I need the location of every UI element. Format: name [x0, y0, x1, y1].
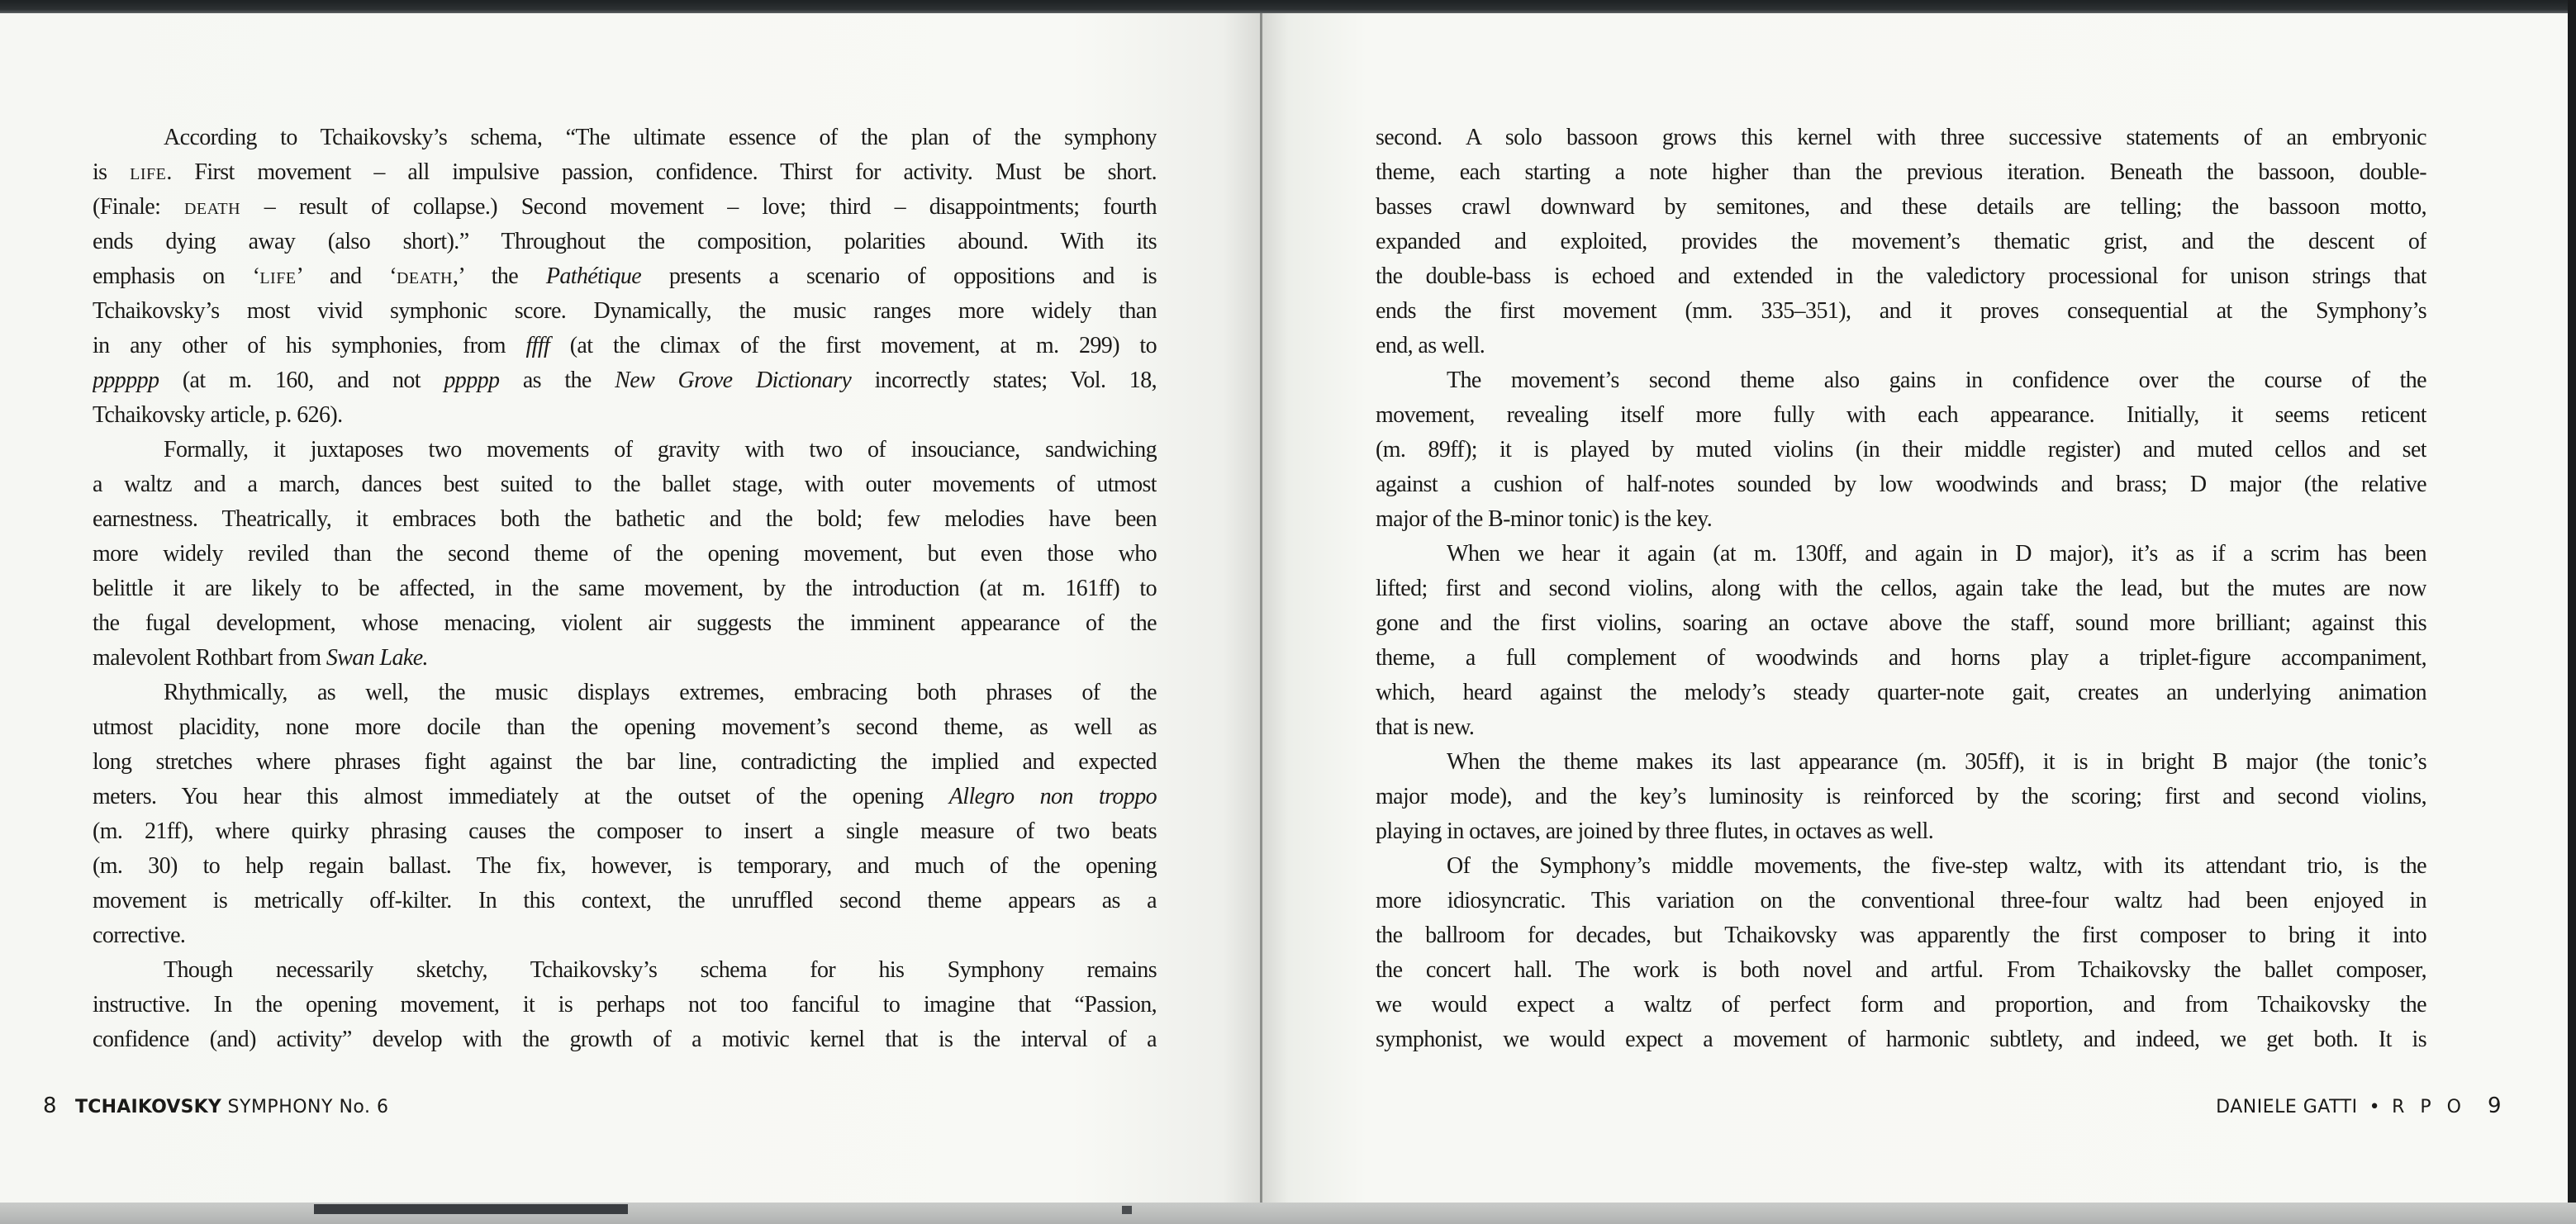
text-run: emphasis on ‘ — [93, 263, 260, 289]
text-run: presents a scenario of oppositions and is — [641, 263, 1157, 289]
text-run: Formally, it juxtaposes two movements of gravity with two of insouciance, sandwiching — [164, 437, 1157, 463]
text-line — [1376, 502, 2426, 537]
text-line — [1376, 190, 2426, 225]
text-line — [93, 814, 1157, 849]
italic-text: ffff — [525, 333, 550, 358]
text-line — [93, 953, 1157, 988]
page-number: 8 — [43, 1094, 58, 1118]
text-run: corrective. — [93, 923, 186, 948]
text-run: . First movement – all impulsive passion, confidence. Thirst for activity. Must be short. — [166, 159, 1157, 185]
page-number: 9 — [2487, 1094, 2502, 1118]
text-line — [1376, 121, 2426, 155]
text-line — [1376, 294, 2426, 329]
text-run: second. A solo bassoon grows this kernel with three successive statements of an embryonic — [1376, 125, 2426, 150]
text-line — [1376, 814, 2426, 849]
text-run: movement is metrically off-kilter. In this context, the unruffled second theme appears as a — [93, 888, 1157, 913]
text-line — [1376, 676, 2426, 710]
text-run: theme, a full complement of woodwinds and horns play a triplet-figure accompaniment, — [1376, 645, 2426, 671]
small-caps-text: death — [183, 194, 241, 220]
text-line — [93, 121, 1157, 155]
small-caps-text: death — [396, 263, 453, 289]
text-line — [1376, 988, 2426, 1022]
text-line — [93, 710, 1157, 745]
text-line — [93, 502, 1157, 537]
text-line — [1376, 884, 2426, 918]
text-line — [93, 398, 1157, 433]
text-run: Tchaikovsky’s most vivid symphonic score. Dynamically, the music ranges more widely than — [93, 298, 1157, 324]
text-run: gone and the first violins, soaring an octave above the staff, sound more brilliant; against this — [1376, 610, 2426, 636]
running-head-orchestra: R P O — [2392, 1097, 2466, 1117]
text-run: – result of collapse.) Second movement – love; third – disappointments; fourth — [240, 194, 1157, 220]
right-page — [1262, 13, 2568, 1204]
text-line — [93, 294, 1157, 329]
text-line — [93, 225, 1157, 259]
text-line — [1376, 329, 2426, 363]
text-line — [1376, 849, 2426, 884]
text-run: confidence (and) activity” develop with the growth of a motivic kernel that is the interval of a — [93, 1027, 1157, 1052]
text-run: the ballroom for decades, but Tchaikovsky was apparently the first composer to bring it into — [1376, 923, 2426, 948]
text-line — [93, 329, 1157, 363]
text-run: expanded and exploited, provides the movement’s thematic grist, and the descent of — [1376, 229, 2426, 254]
left-page-body-text — [93, 121, 1157, 1057]
text-run: Rhythmically, as well, the music displays extremes, embracing both phrases of the — [164, 680, 1157, 705]
scanner-top-edge — [0, 0, 2576, 13]
text-line — [1376, 259, 2426, 294]
italic-text: Allegro non troppo — [948, 784, 1157, 809]
text-line — [93, 606, 1157, 641]
text-run: major mode), and the key’s luminosity is reinforced by the scoring; first and second violins, — [1376, 784, 2426, 809]
text-line — [93, 918, 1157, 953]
text-run: According to Tchaikovsky’s schema, “The ultimate essence of the plan of the symphony — [164, 125, 1157, 150]
text-line — [1376, 225, 2426, 259]
text-line — [93, 572, 1157, 606]
small-caps-text: life — [259, 263, 297, 289]
text-run: more idiosyncratic. This variation on the conventional three-four waltz had been enjoyed in — [1376, 888, 2426, 913]
left-page-footer — [43, 1094, 388, 1118]
text-line — [1376, 1022, 2426, 1057]
text-line — [1376, 572, 2426, 606]
text-run: basses crawl downward by semitones, and these details are telling; the bassoon motto, — [1376, 194, 2426, 220]
text-line — [93, 1022, 1157, 1057]
text-line — [93, 780, 1157, 814]
scanner-shadow-strip — [314, 1204, 628, 1214]
scanner-shadow-mark — [1122, 1206, 1132, 1214]
text-run: long stretches where phrases fight against the bar line, contradicting the implied and expected — [93, 749, 1157, 775]
bullet-separator: • — [2369, 1097, 2381, 1117]
text-line — [93, 259, 1157, 294]
text-run: utmost placidity, none more docile than the opening movement’s second theme, as well as — [93, 714, 1157, 740]
text-run: The movement’s second theme also gains in confidence over the course of the — [1447, 368, 2426, 393]
text-line — [1376, 467, 2426, 502]
text-run: Though necessarily sketchy, Tchaikovsky’s schema for his Symphony remains — [164, 957, 1157, 983]
text-run: belittle it are likely to be affected, in the same movement, by the introduction (at m. 161ff) to — [93, 576, 1157, 601]
text-line — [1376, 433, 2426, 467]
text-run: end, as well. — [1376, 333, 1485, 358]
text-run: is — [93, 159, 131, 185]
text-line — [93, 745, 1157, 780]
text-run: we would expect a waltz of perfect form and proportion, and from Tchaikovsky the — [1376, 992, 2426, 1018]
text-run: symphonist, we would expect a movement of harmonic subtlety, and indeed, we get both. It is — [1376, 1027, 2426, 1052]
text-run: playing in octaves, are joined by three flutes, in octaves as well. — [1376, 818, 1934, 844]
text-run: ’ and ‘ — [296, 263, 397, 289]
scanner-right-edge — [2568, 0, 2576, 1224]
text-run: meters. You hear this almost immediately at the outset of the opening — [93, 784, 949, 809]
text-run: major of the B-minor tonic) is the key. — [1376, 506, 1713, 532]
text-line — [1376, 537, 2426, 572]
right-page-footer — [2216, 1094, 2502, 1118]
text-run: against a cushion of half-notes sounded by low woodwinds and brass; D major (the relative — [1376, 472, 2426, 497]
text-run: When we hear it again (at m. 130ff, and again in D major), it’s as if a scrim has been — [1447, 541, 2426, 567]
text-line — [93, 988, 1157, 1022]
text-run: more widely reviled than the second theme of the opening movement, but even those who — [93, 541, 1157, 567]
text-run: (Finale: — [93, 194, 184, 220]
text-line — [1376, 363, 2426, 398]
text-run: ends the first movement (mm. 335–351), and it proves consequential at the Symphony’s — [1376, 298, 2426, 324]
text-run: the fugal development, whose menacing, violent air suggests the imminent appearance of the — [93, 610, 1157, 636]
text-run: incorrectly states; Vol. 18, — [851, 368, 1157, 393]
text-line — [93, 676, 1157, 710]
running-head-composer: TCHAIKOVSKY — [75, 1097, 222, 1117]
right-page-body-text — [1376, 121, 2426, 1057]
text-line — [93, 190, 1157, 225]
text-run: which, heard against the melody’s steady quarter-note gait, creates an underlying animation — [1376, 680, 2426, 705]
text-line — [93, 641, 1157, 676]
text-run: (m. 21ff), where quirky phrasing causes the composer to insert a single measure of two beats — [93, 818, 1157, 844]
text-run: earnestness. Theatrically, it embraces both the bathetic and the bold; few melodies have been — [93, 506, 1157, 532]
text-run: in any other of his symphonies, from — [93, 333, 526, 358]
text-run: (m. 89ff); it is played by muted violins (in their middle register) and muted cellos and set — [1376, 437, 2426, 463]
text-run: that is new. — [1376, 714, 1475, 740]
text-run: theme, each starting a note higher than the previous iteration. Beneath the bassoon, double- — [1376, 159, 2426, 185]
text-line — [1376, 398, 2426, 433]
italic-text: Swan Lake. — [326, 645, 428, 671]
text-run: Tchaikovsky article, p. 626). — [93, 402, 343, 428]
text-line — [1376, 155, 2426, 190]
text-line — [93, 467, 1157, 502]
text-line — [1376, 710, 2426, 745]
text-run: a waltz and a march, dances best suited to the ballet stage, with outer movements of utmost — [93, 472, 1157, 497]
text-run: ,’ the — [452, 263, 546, 289]
text-run: (at the climax of the first movement, at m. 299) to — [549, 333, 1157, 358]
text-run: ends dying away (also short).” Throughout the composition, polarities abound. With its — [93, 229, 1157, 254]
text-run: the concert hall. The work is both novel and artful. From Tchaikovsky the ballet composer, — [1376, 957, 2426, 983]
text-run: instructive. In the opening movement, it is perhaps not too fanciful to imagine that “Passion, — [93, 992, 1157, 1018]
text-run: Of the Symphony’s middle movements, the five-step waltz, with its attendant trio, is the — [1447, 853, 2426, 879]
italic-text: ppppp — [444, 368, 500, 393]
text-line — [93, 849, 1157, 884]
left-page — [0, 13, 1261, 1204]
text-run: lifted; first and second violins, along with the cellos, again take the lead, but the mutes are now — [1376, 576, 2426, 601]
text-line — [1376, 745, 2426, 780]
text-run: malevolent Rothbart from — [93, 645, 326, 671]
text-line — [1376, 606, 2426, 641]
text-line — [93, 884, 1157, 918]
italic-text: New Grove Dictionary — [615, 368, 852, 393]
text-line — [1376, 780, 2426, 814]
text-line — [93, 363, 1157, 398]
text-line — [93, 433, 1157, 467]
text-line — [93, 537, 1157, 572]
text-line — [93, 155, 1157, 190]
text-run: (m. 30) to help regain ballast. The fix, however, is temporary, and much of the opening — [93, 853, 1157, 879]
text-run: as the — [499, 368, 615, 393]
text-line — [1376, 641, 2426, 676]
running-head-conductor: DANIELE GATTI — [2216, 1097, 2358, 1117]
italic-text: Pathétique — [545, 263, 642, 289]
text-run: the double-bass is echoed and extended in the valedictory processional for unison strings that — [1376, 263, 2426, 289]
text-run: When the theme makes its last appearance (m. 305ff), it is in bright B major (the tonic’s — [1447, 749, 2426, 775]
italic-text: pppppp — [93, 368, 159, 393]
running-head-work: SYMPHONY No. 6 — [227, 1097, 389, 1117]
text-line — [1376, 953, 2426, 988]
text-run: movement, revealing itself more fully with each appearance. Initially, it seems reticent — [1376, 402, 2426, 428]
text-line — [1376, 918, 2426, 953]
small-caps-text: life — [130, 159, 167, 185]
text-run: (at m. 160, and not — [159, 368, 444, 393]
